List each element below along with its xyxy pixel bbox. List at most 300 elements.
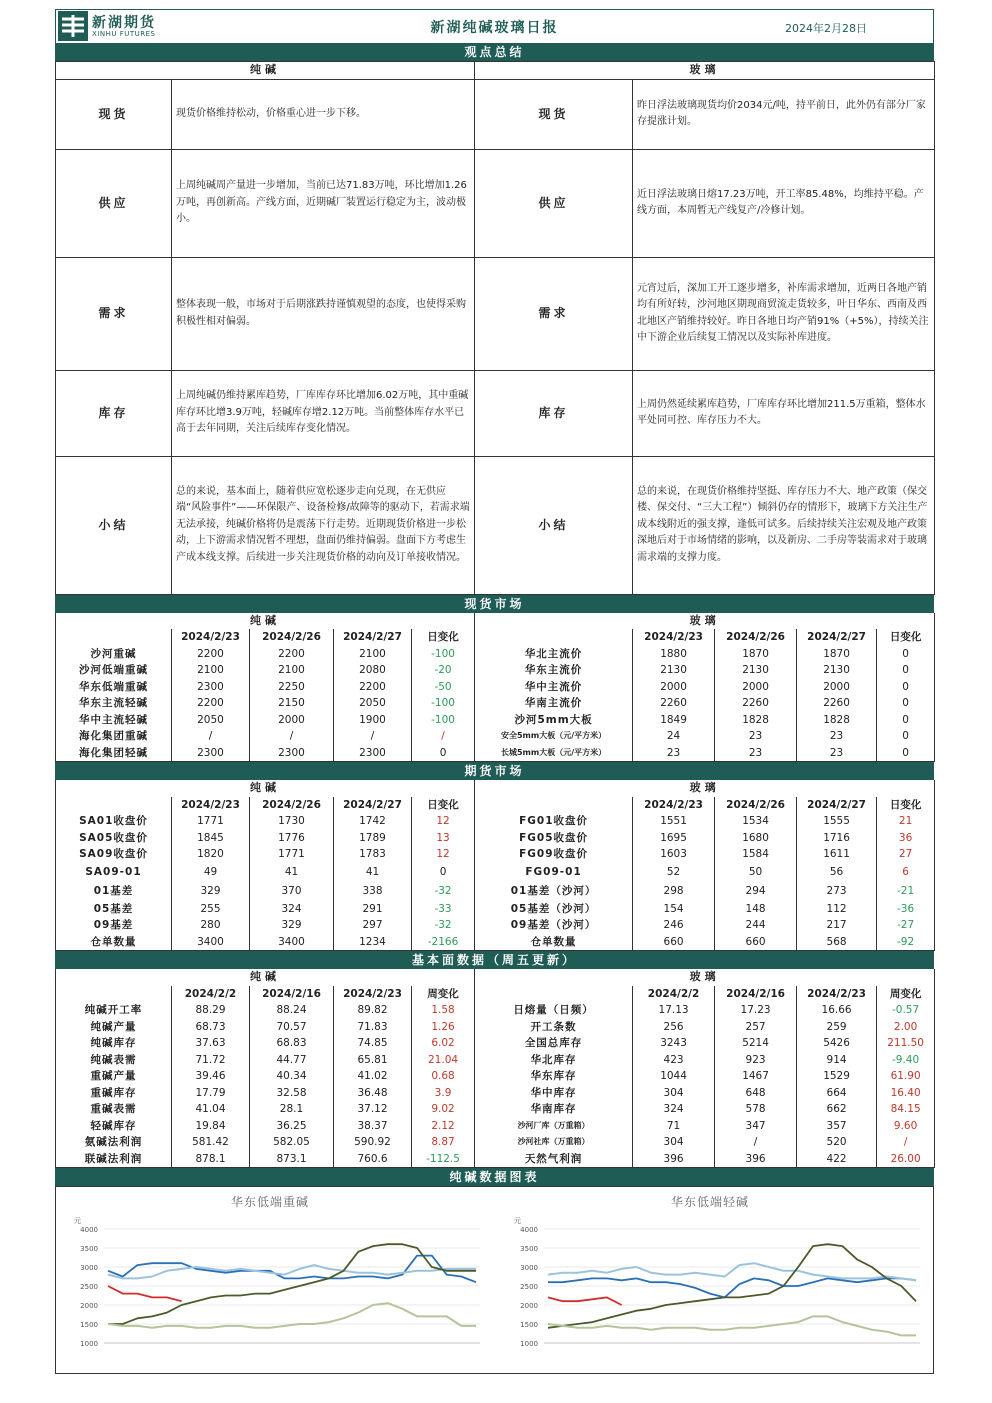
change-cell: 12 xyxy=(412,846,475,863)
value-cell: 2080 xyxy=(334,662,412,679)
value-cell: 2260 xyxy=(797,695,877,712)
y-tick-label: 2500 xyxy=(80,1283,98,1291)
change-header: 日变化 xyxy=(877,629,935,646)
view-soda-text: 上周纯碱周产量进一步增加，当前已达71.83万吨，环比增加1.26万吨，再创新高。产线方面，近期碱厂装置运行稳定为主，波动极小。 xyxy=(172,149,475,257)
value-cell: / xyxy=(172,728,250,745)
y-tick-label: 2000 xyxy=(520,1302,538,1310)
change-cell: / xyxy=(877,1134,935,1151)
change-cell: -32 xyxy=(412,882,475,901)
section-charts-band: 纯碱数据图表 xyxy=(55,1168,934,1186)
view-label: 现货 xyxy=(475,79,633,149)
y-tick-label: 3000 xyxy=(80,1264,98,1272)
value-cell: 28.1 xyxy=(250,1101,334,1118)
value-cell: 41 xyxy=(250,863,334,882)
view-subheader-row xyxy=(56,62,935,80)
date-header: 2024/2/23 xyxy=(172,629,250,646)
table-section-row xyxy=(56,780,935,797)
value-cell: 5214 xyxy=(715,1035,797,1052)
value-cell: 2100 xyxy=(172,662,250,679)
value-cell: 2050 xyxy=(172,712,250,729)
table-row xyxy=(56,917,935,934)
series-line-1 xyxy=(108,1256,476,1283)
change-cell: 2.12 xyxy=(412,1118,475,1135)
view-soda-text: 总的来说，基本面上，随着供应宽松逐步走向兑现，在无供应端“风险事件”——环保限产、设备检修/故障等的驱动下，若需求端无法承接，纯碱价格将仍是震荡下行走势。近期现货价格进一步松动，上下游需求情况暂不理想，盘面仍维持偏弱。盘面下方考虑生产成本线支撑。后续进一步关注现货价格的动向及订单接收情况。 xyxy=(172,456,475,594)
date-header: 2024/2/26 xyxy=(250,629,334,646)
fundamentals-table xyxy=(55,969,935,1168)
change-cell: 3.9 xyxy=(412,1085,475,1102)
table-row xyxy=(56,662,935,679)
value-cell: 1555 xyxy=(797,813,877,830)
series-line-1 xyxy=(548,1278,916,1297)
value-cell: 273 xyxy=(797,882,877,901)
y-tick-label: 3500 xyxy=(520,1245,538,1253)
change-header: 周变化 xyxy=(412,986,475,1003)
value-cell: 578 xyxy=(715,1101,797,1118)
row-name: SA09收盘价 xyxy=(56,846,172,863)
change-cell: -27 xyxy=(877,917,935,934)
row-name: 轻碱库存 xyxy=(56,1118,172,1135)
value-cell: 19.84 xyxy=(172,1118,250,1135)
date-header: 2024/2/23 xyxy=(633,629,715,646)
value-cell: 1695 xyxy=(633,830,715,847)
row-name: 华南库存 xyxy=(475,1101,633,1118)
value-cell: 1776 xyxy=(250,830,334,847)
value-cell: 923 xyxy=(715,1052,797,1069)
view-row-summary xyxy=(56,456,935,594)
value-cell: 56 xyxy=(797,863,877,882)
empty-header-cell xyxy=(56,986,172,1003)
value-cell: 17.23 xyxy=(715,1002,797,1019)
value-cell: 1742 xyxy=(334,813,412,830)
change-cell: -9.40 xyxy=(877,1052,935,1069)
value-cell: 89.82 xyxy=(334,1002,412,1019)
value-cell: 40.34 xyxy=(250,1068,334,1085)
value-cell: 23 xyxy=(797,728,877,745)
value-cell: 664 xyxy=(797,1085,877,1102)
row-name: 开工条数 xyxy=(475,1019,633,1036)
table-header-row xyxy=(56,629,935,646)
value-cell: 246 xyxy=(633,917,715,934)
y-tick-label: 2000 xyxy=(80,1302,98,1310)
row-name: 华东低端重碱 xyxy=(56,679,172,696)
value-cell: 5426 xyxy=(797,1035,877,1052)
value-cell: 23 xyxy=(797,745,877,762)
value-cell: 49 xyxy=(172,863,250,882)
row-name: 氨碱法利润 xyxy=(56,1134,172,1151)
value-cell: 3243 xyxy=(633,1035,715,1052)
value-cell: 1551 xyxy=(633,813,715,830)
change-cell: 13 xyxy=(412,830,475,847)
table-header-row xyxy=(56,797,935,814)
value-cell: 44.77 xyxy=(250,1052,334,1069)
value-cell: 154 xyxy=(633,901,715,918)
row-name: 重碱库存 xyxy=(56,1085,172,1102)
table-row xyxy=(56,1101,935,1118)
change-header: 日变化 xyxy=(412,629,475,646)
table-row xyxy=(56,646,935,663)
row-name: 重碱表需 xyxy=(56,1101,172,1118)
view-soda-header: 纯碱 xyxy=(56,62,475,80)
change-cell: 211.50 xyxy=(877,1035,935,1052)
view-label: 库存 xyxy=(475,370,633,456)
view-row-supply xyxy=(56,149,935,257)
date-header: 2024/2/2 xyxy=(633,986,715,1003)
change-cell: -20 xyxy=(412,662,475,679)
value-cell: 2100 xyxy=(334,646,412,663)
value-cell: 304 xyxy=(633,1085,715,1102)
row-name: 联碱法利润 xyxy=(56,1151,172,1168)
charts-panel xyxy=(55,1186,934,1374)
change-cell: 21 xyxy=(877,813,935,830)
row-name: 安全5mm大板（元/平方米） xyxy=(475,728,633,745)
value-cell: 148 xyxy=(715,901,797,918)
row-name: 华南主流价 xyxy=(475,695,633,712)
change-cell: 0 xyxy=(877,712,935,729)
value-cell: 914 xyxy=(797,1052,877,1069)
view-soda-text: 现货价格维持松动，价格重心进一步下移。 xyxy=(172,79,475,149)
y-tick-label: 2500 xyxy=(520,1283,538,1291)
value-cell: 294 xyxy=(715,882,797,901)
table-row xyxy=(56,1019,935,1036)
value-cell: 32.58 xyxy=(250,1085,334,1102)
value-cell: 36.25 xyxy=(250,1118,334,1135)
value-cell: 70.57 xyxy=(250,1019,334,1036)
y-tick-label: 3000 xyxy=(520,1264,538,1272)
row-name: 华东库存 xyxy=(475,1068,633,1085)
change-cell: 0 xyxy=(412,863,475,882)
value-cell: 41.02 xyxy=(334,1068,412,1085)
view-label: 供应 xyxy=(475,149,633,257)
row-name: FG05收盘价 xyxy=(475,830,633,847)
value-cell: 662 xyxy=(797,1101,877,1118)
table-row xyxy=(56,1151,935,1168)
table-row xyxy=(56,830,935,847)
row-name: 01基差 xyxy=(56,882,172,901)
value-cell: 2300 xyxy=(172,679,250,696)
change-cell: 21.04 xyxy=(412,1052,475,1069)
value-cell: 1534 xyxy=(715,813,797,830)
view-soda-text: 整体表现一般，市场对于后期涨跌持谨慎观望的态度，也使得采购积极性相对偏弱。 xyxy=(172,257,475,370)
value-cell: 52 xyxy=(633,863,715,882)
table-row xyxy=(56,882,935,901)
value-cell: 1529 xyxy=(797,1068,877,1085)
value-cell: 2300 xyxy=(334,745,412,762)
change-cell: -100 xyxy=(412,695,475,712)
value-cell: 71.72 xyxy=(172,1052,250,1069)
change-cell: -100 xyxy=(412,712,475,729)
change-header: 周变化 xyxy=(877,986,935,1003)
value-cell: 37.63 xyxy=(172,1035,250,1052)
table-row xyxy=(56,695,935,712)
logo-text-en: XINHU FUTURES xyxy=(92,30,156,38)
value-cell: 68.73 xyxy=(172,1019,250,1036)
value-cell: 590.92 xyxy=(334,1134,412,1151)
row-name: 纯碱表需 xyxy=(56,1052,172,1069)
value-cell: 88.24 xyxy=(250,1002,334,1019)
change-cell: / xyxy=(412,728,475,745)
value-cell: 2260 xyxy=(715,695,797,712)
series-line-5 xyxy=(108,1286,182,1301)
glass-section-title: 玻璃 xyxy=(475,969,935,986)
value-cell: 568 xyxy=(797,934,877,951)
change-cell: -112.5 xyxy=(412,1151,475,1168)
y-tick-label: 4000 xyxy=(80,1226,98,1234)
value-cell: 396 xyxy=(633,1151,715,1168)
value-cell: 2200 xyxy=(334,679,412,696)
view-summary-table xyxy=(55,61,935,595)
row-name: 海化集团重碱 xyxy=(56,728,172,745)
table-row xyxy=(56,863,935,882)
value-cell: 660 xyxy=(715,934,797,951)
view-row-demand xyxy=(56,257,935,370)
change-header: 日变化 xyxy=(412,797,475,814)
row-name: 华北库存 xyxy=(475,1052,633,1069)
view-glass-text: 总的来说，在现货价格维持坚挺、库存压力不大、地产政策（保交楼、保交付、“三大工程”）倾斜仍存的情形下，玻璃下方关注生产成本线附近的强支撑，逢低可试多。后续持续关注宏观及地产政策深地后对于市场情绪的影响，以及新房、二手房等装需求对于玻璃需求端的支撑力度。 xyxy=(633,456,935,594)
value-cell: 23 xyxy=(633,745,715,762)
y-tick-label: 1000 xyxy=(80,1340,98,1348)
table-row xyxy=(56,846,935,863)
value-cell: 2200 xyxy=(172,646,250,663)
change-cell: -0.57 xyxy=(877,1002,935,1019)
view-glass-text: 昨日浮法玻璃现货均价2034元/吨，持平前日，此外仍有部分厂家存提涨计划。 xyxy=(633,79,935,149)
value-cell: 878.1 xyxy=(172,1151,250,1168)
value-cell: 2130 xyxy=(633,662,715,679)
change-cell: -32 xyxy=(412,917,475,934)
change-cell: 26.00 xyxy=(877,1151,935,1168)
value-cell: 760.6 xyxy=(334,1151,412,1168)
view-glass-text: 元宵过后，深加工开工逐步增多，补库需求增加，近两日各地产销均有所好转，沙河地区期现商贸流走货较多，叶日华东、西南及西北地区产销维持较好。昨日各地日均产销91%（+5%），持续关注中下游企业后续复工情况以及实际补库进度。 xyxy=(633,257,935,370)
row-name: 09基差（沙河） xyxy=(475,917,633,934)
section-futures-band: 期货市场 xyxy=(55,762,934,780)
report-page xyxy=(55,9,934,1374)
report-date: 2024年2月28日 xyxy=(785,22,867,35)
view-label: 需求 xyxy=(56,257,172,370)
change-cell: 1.58 xyxy=(412,1002,475,1019)
date-header: 2024/2/27 xyxy=(797,629,877,646)
value-cell: 298 xyxy=(633,882,715,901)
value-cell: 1771 xyxy=(172,813,250,830)
table-row xyxy=(56,1085,935,1102)
value-cell: 324 xyxy=(250,901,334,918)
value-cell: 2150 xyxy=(250,695,334,712)
value-cell: 112 xyxy=(797,901,877,918)
row-name: 全国总库存 xyxy=(475,1035,633,1052)
row-name: 华中主流轻碱 xyxy=(56,712,172,729)
value-cell: 3400 xyxy=(172,934,250,951)
value-cell: 2000 xyxy=(797,679,877,696)
value-cell: 660 xyxy=(633,934,715,951)
value-cell: 39.46 xyxy=(172,1068,250,1085)
row-name: 华北主流价 xyxy=(475,646,633,663)
value-cell: 1900 xyxy=(334,712,412,729)
empty-header-cell xyxy=(56,797,172,814)
date-header: 2024/2/26 xyxy=(250,797,334,814)
change-cell: -21 xyxy=(877,882,935,901)
date-header: 2024/2/27 xyxy=(334,629,412,646)
change-cell: 0 xyxy=(877,662,935,679)
y-unit-label: 元 xyxy=(74,1217,81,1225)
value-cell: 1234 xyxy=(334,934,412,951)
row-name: 海化集团轻碱 xyxy=(56,745,172,762)
change-cell: 0 xyxy=(877,646,935,663)
y-tick-label: 3500 xyxy=(80,1245,98,1253)
view-glass-text: 上周仍然延续累库趋势，厂库库存环比增加211.5万重箱，整体水平处同可控、库存压力不大。 xyxy=(633,370,935,456)
value-cell: 2130 xyxy=(715,662,797,679)
view-label: 供应 xyxy=(56,149,172,257)
futures-market-table xyxy=(55,780,935,951)
value-cell: 74.85 xyxy=(334,1035,412,1052)
empty-header-cell xyxy=(475,629,633,646)
change-cell: -50 xyxy=(412,679,475,696)
view-row-spot xyxy=(56,79,935,149)
section-spot-band: 现货市场 xyxy=(55,595,934,613)
table-row xyxy=(56,1134,935,1151)
value-cell: / xyxy=(250,728,334,745)
table-row xyxy=(56,728,935,745)
table-header-row xyxy=(56,986,935,1003)
value-cell: 329 xyxy=(250,917,334,934)
change-header: 日变化 xyxy=(877,797,935,814)
row-name: 天然气利润 xyxy=(475,1151,633,1168)
value-cell: 68.83 xyxy=(250,1035,334,1052)
value-cell: 370 xyxy=(250,882,334,901)
value-cell: 17.13 xyxy=(633,1002,715,1019)
value-cell: 88.29 xyxy=(172,1002,250,1019)
y-tick-label: 1500 xyxy=(520,1321,538,1329)
row-name: 沙河低端重碱 xyxy=(56,662,172,679)
change-cell: -92 xyxy=(877,934,935,951)
row-name: 华中库存 xyxy=(475,1085,633,1102)
soda-section-title: 纯碱 xyxy=(56,969,475,986)
view-glass-text: 近日浮法玻璃日熔17.23万吨，开工率85.48%，均维持平稳。产线方面，本周暂无产线复产/冷修计划。 xyxy=(633,149,935,257)
value-cell: 1870 xyxy=(715,646,797,663)
empty-header-cell xyxy=(56,629,172,646)
value-cell: 256 xyxy=(633,1019,715,1036)
value-cell: 1584 xyxy=(715,846,797,863)
table-row xyxy=(56,679,935,696)
value-cell: 2260 xyxy=(633,695,715,712)
row-name: 华东主流轻碱 xyxy=(56,695,172,712)
date-header: 2024/2/16 xyxy=(715,986,797,1003)
value-cell: 2200 xyxy=(172,695,250,712)
logo-text-cn: 新湖期货 xyxy=(92,15,156,31)
line-chart-light-soda xyxy=(500,1213,930,1371)
value-cell: 2250 xyxy=(250,679,334,696)
change-cell: 0 xyxy=(877,745,935,762)
value-cell: 23 xyxy=(715,745,797,762)
row-name: 05基差 xyxy=(56,901,172,918)
value-cell: 1870 xyxy=(797,646,877,663)
value-cell: 2000 xyxy=(633,679,715,696)
table-row xyxy=(56,1002,935,1019)
value-cell: 41.04 xyxy=(172,1101,250,1118)
value-cell: 1771 xyxy=(250,846,334,863)
view-row-inventory xyxy=(56,370,935,456)
spot-market-table xyxy=(55,613,935,763)
row-name: SA09-01 xyxy=(56,863,172,882)
table-section-row xyxy=(56,969,935,986)
table-row xyxy=(56,1052,935,1069)
value-cell: 422 xyxy=(797,1151,877,1168)
value-cell: 50 xyxy=(715,863,797,882)
change-cell: 9.02 xyxy=(412,1101,475,1118)
value-cell: 873.1 xyxy=(250,1151,334,1168)
value-cell: 2300 xyxy=(250,745,334,762)
line-chart-heavy-soda xyxy=(60,1213,490,1371)
empty-header-cell xyxy=(475,986,633,1003)
change-cell: 0.68 xyxy=(412,1068,475,1085)
value-cell: 1044 xyxy=(633,1068,715,1085)
report-title: 新湖纯碱玻璃日报 xyxy=(430,20,559,36)
row-name: 沙河重碱 xyxy=(56,646,172,663)
table-row xyxy=(56,813,935,830)
view-label: 小结 xyxy=(475,456,633,594)
value-cell: 1820 xyxy=(172,846,250,863)
row-name: 长城5mm大板（元/平方米） xyxy=(475,745,633,762)
change-cell: -33 xyxy=(412,901,475,918)
value-cell: 217 xyxy=(797,917,877,934)
value-cell: 257 xyxy=(715,1019,797,1036)
row-name: FG09收盘价 xyxy=(475,846,633,863)
value-cell: 36.48 xyxy=(334,1085,412,1102)
value-cell: 324 xyxy=(633,1101,715,1118)
view-soda-text: 上周纯碱仍维持累库趋势，厂库库存环比增加6.02万吨，其中重碱库存环比增3.9万吨，轻碱库存增2.12万吨。当前整体库存水平已高于去年同期，关注后续库存变化情况。 xyxy=(172,370,475,456)
value-cell: 1828 xyxy=(715,712,797,729)
date-header: 2024/2/2 xyxy=(172,986,250,1003)
change-cell: 6 xyxy=(877,863,935,882)
change-cell: 9.60 xyxy=(877,1118,935,1135)
empty-header-cell xyxy=(475,797,633,814)
row-name: SA01收盘价 xyxy=(56,813,172,830)
change-cell: 8.87 xyxy=(412,1134,475,1151)
table-row xyxy=(56,712,935,729)
series-line-5 xyxy=(548,1297,622,1305)
change-cell: 16.40 xyxy=(877,1085,935,1102)
change-cell: 36 xyxy=(877,830,935,847)
row-name: 日熔量（日频） xyxy=(475,1002,633,1019)
row-name: 仓单数量 xyxy=(475,934,633,951)
value-cell: 1730 xyxy=(250,813,334,830)
table-row xyxy=(56,1068,935,1085)
value-cell: 1828 xyxy=(797,712,877,729)
value-cell: 1680 xyxy=(715,830,797,847)
change-cell: 1.26 xyxy=(412,1019,475,1036)
change-cell: 84.15 xyxy=(877,1101,935,1118)
value-cell: 338 xyxy=(334,882,412,901)
value-cell: 37.12 xyxy=(334,1101,412,1118)
date-header: 2024/2/16 xyxy=(250,986,334,1003)
value-cell: 255 xyxy=(172,901,250,918)
value-cell: 24 xyxy=(633,728,715,745)
row-name: 05基差（沙河） xyxy=(475,901,633,918)
value-cell: 1783 xyxy=(334,846,412,863)
row-name: 纯碱产量 xyxy=(56,1019,172,1036)
row-name: 华东主流价 xyxy=(475,662,633,679)
date-header: 2024/2/26 xyxy=(715,629,797,646)
section-fundamentals-band: 基本面数据（周五更新） xyxy=(55,951,934,969)
value-cell: 329 xyxy=(172,882,250,901)
change-cell: -36 xyxy=(877,901,935,918)
change-cell: 61.90 xyxy=(877,1068,935,1085)
section-view-band: 观点总结 xyxy=(55,43,934,61)
row-name: 仓单数量 xyxy=(56,934,172,951)
value-cell: 582.05 xyxy=(250,1134,334,1151)
value-cell: 347 xyxy=(715,1118,797,1135)
value-cell: 2100 xyxy=(250,662,334,679)
value-cell: 2200 xyxy=(250,646,334,663)
soda-section-title: 纯碱 xyxy=(56,780,475,797)
value-cell: / xyxy=(715,1134,797,1151)
